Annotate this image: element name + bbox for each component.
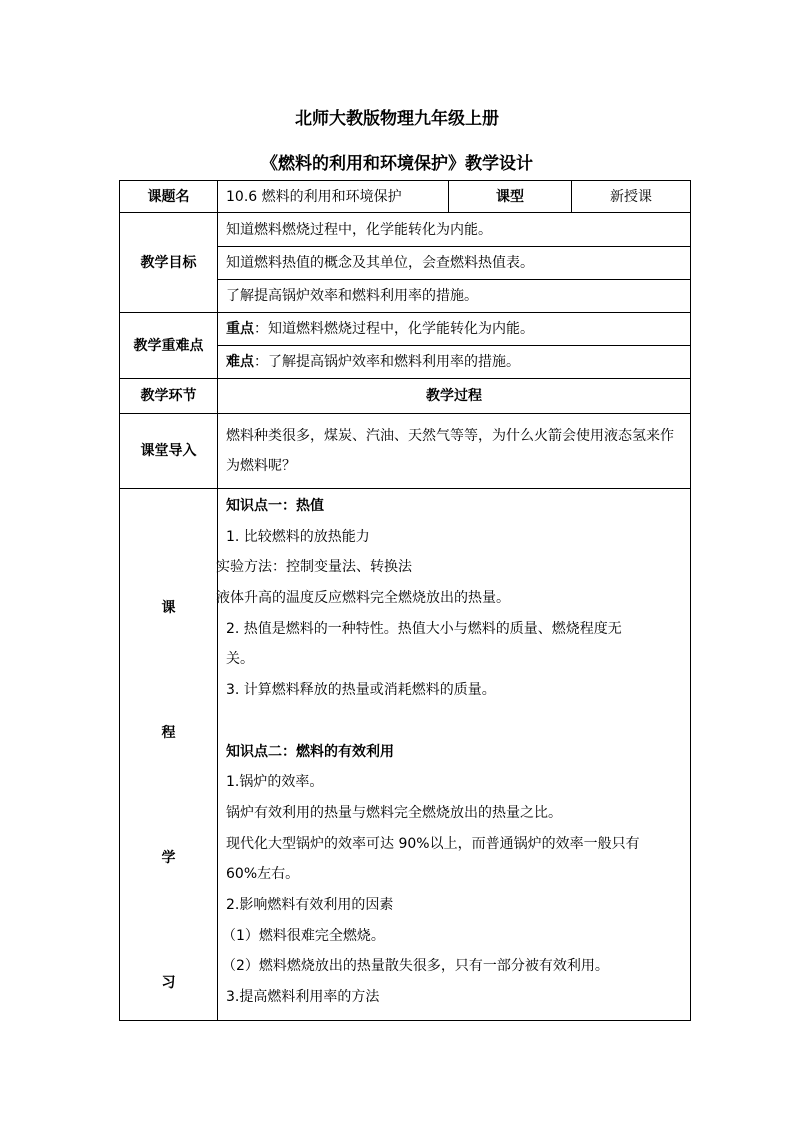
content-line: 60%左右。 [226, 866, 300, 883]
content-line: （1）燃料很难完全燃烧。 [222, 927, 385, 944]
content-line: 2. 热值是燃料的一种特性。热值大小与燃料的质量、燃烧程度无 [226, 620, 622, 637]
content-line: 实验方法：控制变量法、转换法 [216, 559, 412, 576]
content-line: 1.锅炉的效率。 [226, 774, 324, 791]
learning-label-char: 课 [161, 600, 176, 616]
topic-label: 课题名 [120, 181, 218, 213]
knowledge-point-title: 知识点一：热值 [226, 498, 324, 514]
focus-cell [218, 313, 691, 346]
learning-row [120, 489, 691, 1021]
intro-text: 燃料种类很多，煤炭、汽油、天然气等等，为什么火箭会使用液态氢来作为燃料呢？ [218, 414, 691, 489]
lesson-type-label: 课型 [449, 181, 572, 213]
process-header: 教学过程 [218, 379, 691, 414]
content-line: 锅炉有效利用的热量与燃料完全燃烧放出的热量之比。 [226, 804, 562, 821]
intro-label: 课堂导入 [120, 414, 218, 489]
stage-header: 教学环节 [120, 379, 218, 414]
learning-label-char: 程 [161, 725, 176, 741]
lesson-type-value: 新授课 [572, 181, 691, 213]
spacer [226, 706, 682, 737]
key-points-row [120, 313, 691, 346]
focus-text: ：知道燃料燃烧过程中，化学能转化为内能。 [254, 321, 534, 337]
learning-content [218, 489, 691, 1021]
learning-label-char: 习 [161, 975, 176, 991]
intro-row [120, 414, 691, 489]
content-line: 2.影响燃料有效利用的因素 [226, 896, 394, 913]
document-title: 北师大教版物理九年级上册 [295, 109, 499, 129]
learning-label-char: 学 [161, 850, 176, 866]
goals-label: 教学目标 [120, 213, 218, 313]
difficulty-text: ：了解提高锅炉效率和燃料利用率的措施。 [254, 354, 520, 370]
topic-row [120, 181, 691, 213]
header-row [120, 379, 691, 414]
content-line: 关。 [226, 651, 254, 668]
content-line: 3. 计算燃料释放的热量或消耗燃料的质量。 [226, 682, 496, 699]
key-points-label: 教学重难点 [120, 313, 218, 379]
document-subtitle: 《燃料的利用和环境保护》教学设计 [261, 154, 533, 174]
goal-item: 了解提高锅炉效率和燃料利用率的措施。 [218, 280, 691, 313]
content-line: 液体升高的温度反应燃料完全燃烧放出的热量。 [216, 590, 510, 607]
content-line: 3.提高燃料利用率的方法 [226, 989, 380, 1005]
goals-row [120, 213, 691, 247]
topic-value: 10.6 燃料的利用和环境保护 [218, 181, 449, 213]
learning-label [120, 489, 218, 1021]
content-line: 现代化大型锅炉的效率可达 90%以上，而普通锅炉的效率一般只有 [226, 835, 640, 852]
content-line: 1. 比较燃料的放热能力 [226, 528, 370, 545]
difficulty-cell [218, 346, 691, 379]
difficulty-label: 难点 [226, 354, 254, 370]
goal-item: 知道燃料燃烧过程中，化学能转化为内能。 [218, 213, 691, 247]
focus-label: 重点 [226, 321, 254, 337]
lesson-plan-table [119, 180, 691, 1021]
content-line: （2）燃料燃烧放出的热量散失很多，只有一部分被有效利用。 [222, 958, 609, 975]
knowledge-point-title: 知识点二：燃料的有效利用 [226, 743, 394, 760]
goal-item: 知道燃料热值的概念及其单位，会查燃料热值表。 [218, 247, 691, 280]
